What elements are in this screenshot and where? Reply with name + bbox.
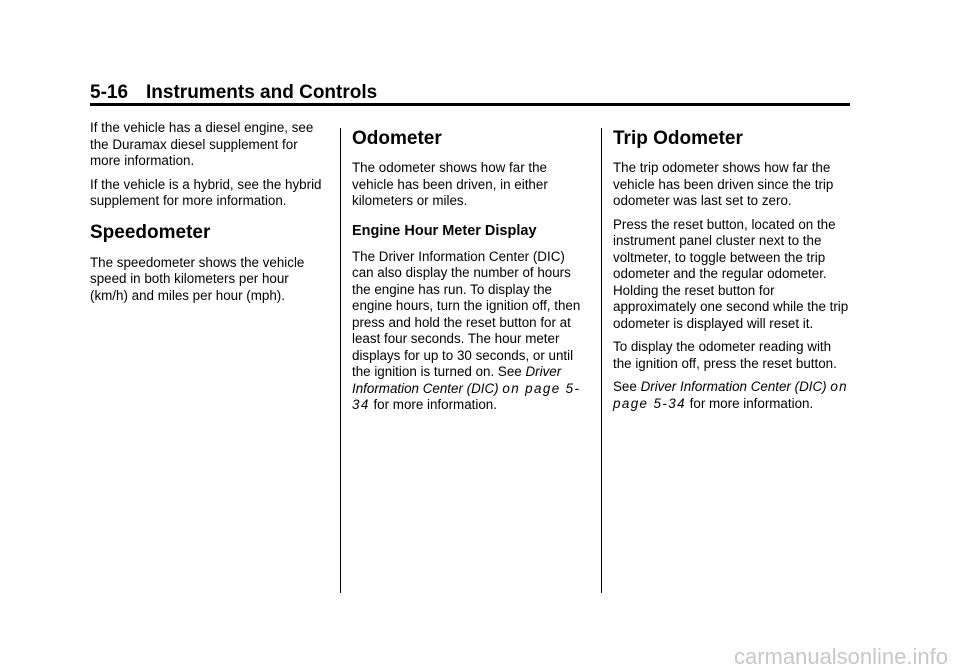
column-2 bbox=[352, 120, 590, 421]
watermark: carmanualsonline.info bbox=[733, 644, 948, 669]
dic-page-ref[interactable]: on page 5-34 bbox=[352, 380, 581, 412]
trip-paragraph-3: To display the odometer reading with the ignition off, press the reset button. bbox=[613, 339, 837, 371]
chapter-title: Instruments and Controls bbox=[146, 82, 378, 103]
engine-hour-text: The Driver Information Center (DIC) can also display the number of hours the engine has run. To display the engine hours, turn the ignition off, then press and hold the reset button for at least four seconds. The hour meter displays for up to 30 seconds, or until the ignition is turned on. See bbox=[352, 248, 581, 379]
speedometer-paragraph: The speedometer shows the vehicle speed in both kilometers per hour (km/h) and miles per hour (mph). bbox=[90, 254, 305, 303]
header-rule bbox=[90, 103, 850, 106]
see-tail: for more information. bbox=[689, 395, 814, 411]
engine-hour-heading: Engine Hour Meter Display bbox=[352, 222, 537, 239]
trip-paragraph-2: Press the reset button, located on the instrument panel cluster next to the voltmeter, to toggle between the trip odometer and the regular odometer. Holding the reset button for approximately one second while the trip odometer is displayed will reset it. bbox=[613, 216, 849, 331]
engine-hour-tail: for more information. bbox=[373, 397, 497, 412]
see-prefix: See bbox=[613, 379, 637, 394]
column-3 bbox=[613, 120, 851, 419]
see-paragraph bbox=[613, 379, 851, 412]
column-divider-1 bbox=[340, 128, 341, 593]
dic-link[interactable]: Driver Information Center (DIC) bbox=[352, 364, 562, 396]
diesel-paragraph: If the vehicle has a diesel engine, see the Duramax diesel supplement for more information. bbox=[90, 120, 314, 168]
hybrid-paragraph: If the vehicle is a hybrid, see the hybrid supplement for more information. bbox=[90, 176, 322, 208]
speedometer-heading: Speedometer bbox=[90, 221, 211, 243]
trip-odometer-heading: Trip Odometer bbox=[613, 128, 743, 149]
odometer-heading: Odometer bbox=[352, 128, 442, 149]
dic-page-ref-2[interactable]: on page 5-34 bbox=[613, 379, 849, 411]
column-1 bbox=[90, 120, 328, 311]
engine-hour-paragraph bbox=[352, 249, 590, 414]
dic-link-2[interactable]: Driver Information Center (DIC) bbox=[640, 379, 827, 394]
page-header bbox=[90, 82, 850, 104]
page-number: 5-16 bbox=[90, 82, 129, 103]
column-divider-2 bbox=[601, 128, 602, 593]
odometer-paragraph: The odometer shows how far the vehicle has been driven, in either kilometers or miles. bbox=[352, 160, 548, 208]
trip-paragraph-1: The trip odometer shows how far the vehicle has been driven since the trip odometer was last set to zero. bbox=[613, 160, 834, 208]
